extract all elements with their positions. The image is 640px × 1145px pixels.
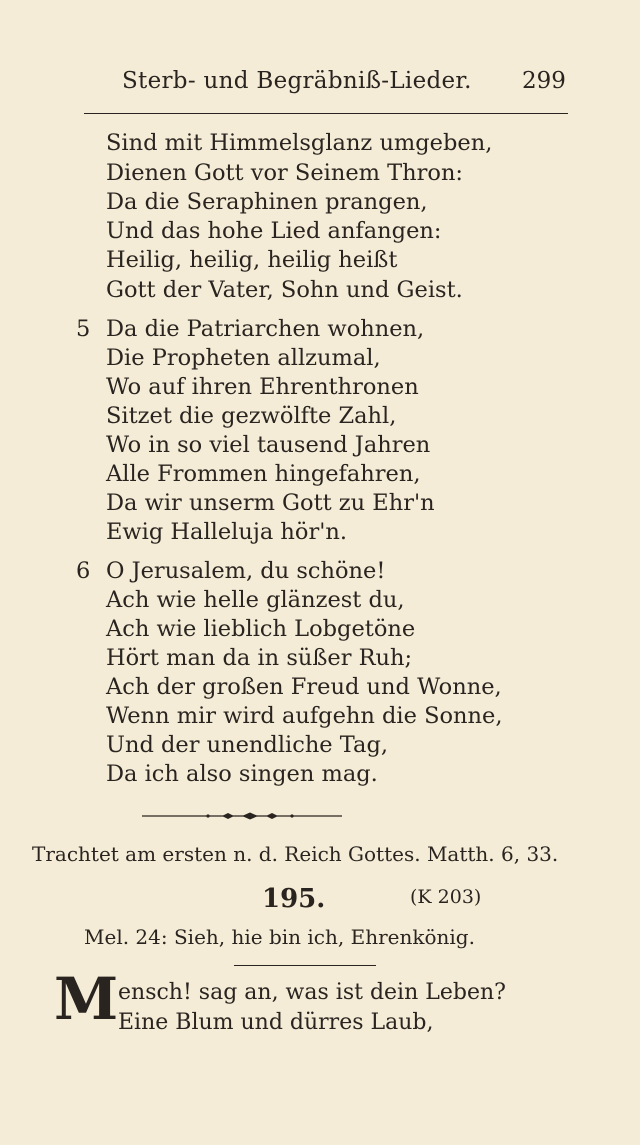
page-number: 299 [522,68,566,94]
verse-line: Hört man da in süßer Ruh; [106,645,413,671]
verse-line: Eine Blum und dürres Laub, [118,1010,434,1035]
verse-line: Da ich also singen mag. [106,761,378,787]
stanza-number: 5 [76,316,91,342]
verse-line: Und der unendliche Tag, [106,732,389,758]
verse-line: Alle Frommen hingefahren, [106,461,421,487]
verse-line: Da wir unserm Gott zu Ehr'n [106,490,435,516]
verse-line: Wo auf ihren Ehrenthronen [106,374,419,400]
hymn-reference: (K 203) [410,886,482,908]
verse-line: Ach wie helle glänzest du, [106,587,405,613]
verse-line: Die Propheten allzumal, [106,345,381,371]
verse-line: Gott der Vater, Sohn und Geist. [106,277,463,303]
verse-line: Sitzet die gezwölfte Zahl, [106,403,397,429]
running-header [0,68,640,104]
verse-line: Ach wie lieblich Lobgetöne [106,616,416,642]
verse-line: Heilig, heilig, heilig heißt [106,247,398,273]
running-title: Sterb- und Begräbniß-Lieder. [122,68,472,94]
scripture-motto: Trachtet am ersten n. d. Reich Gottes. Matth. 6, 33. [32,842,559,866]
header-rule [84,113,568,114]
verse-line: Da die Seraphinen prangen, [106,189,428,215]
drop-capital: M [54,965,119,1033]
verse-line: O Jerusalem, du schöne! [106,558,386,584]
ornament-divider-icon [142,812,342,820]
verse-line: Ach der großen Freud und Wonne, [106,674,502,700]
verse-line: Und das hohe Lied anfangen: [106,218,442,244]
verse-line: ensch! sag an, was ist dein Leben? [118,980,506,1005]
verse-line: Wenn mir wird aufgehn die Sonne, [106,703,503,729]
hymn-number: 195. [262,884,326,914]
verse-line: Sind mit Himmelsglanz umgeben, [106,130,493,156]
verse-line: Da die Patriarchen wohnen, [106,316,425,342]
melody-line: Mel. 24: Sieh, hie bin ich, Ehrenkönig. [84,925,475,949]
stanza-number: 6 [76,558,91,584]
hymn-rule [234,965,376,966]
verse-line: Dienen Gott vor Seinem Thron: [106,160,464,186]
verse-line: Wo in so viel tausend Jahren [106,432,431,458]
verse-line: Ewig Halleluja hör'n. [106,519,348,545]
